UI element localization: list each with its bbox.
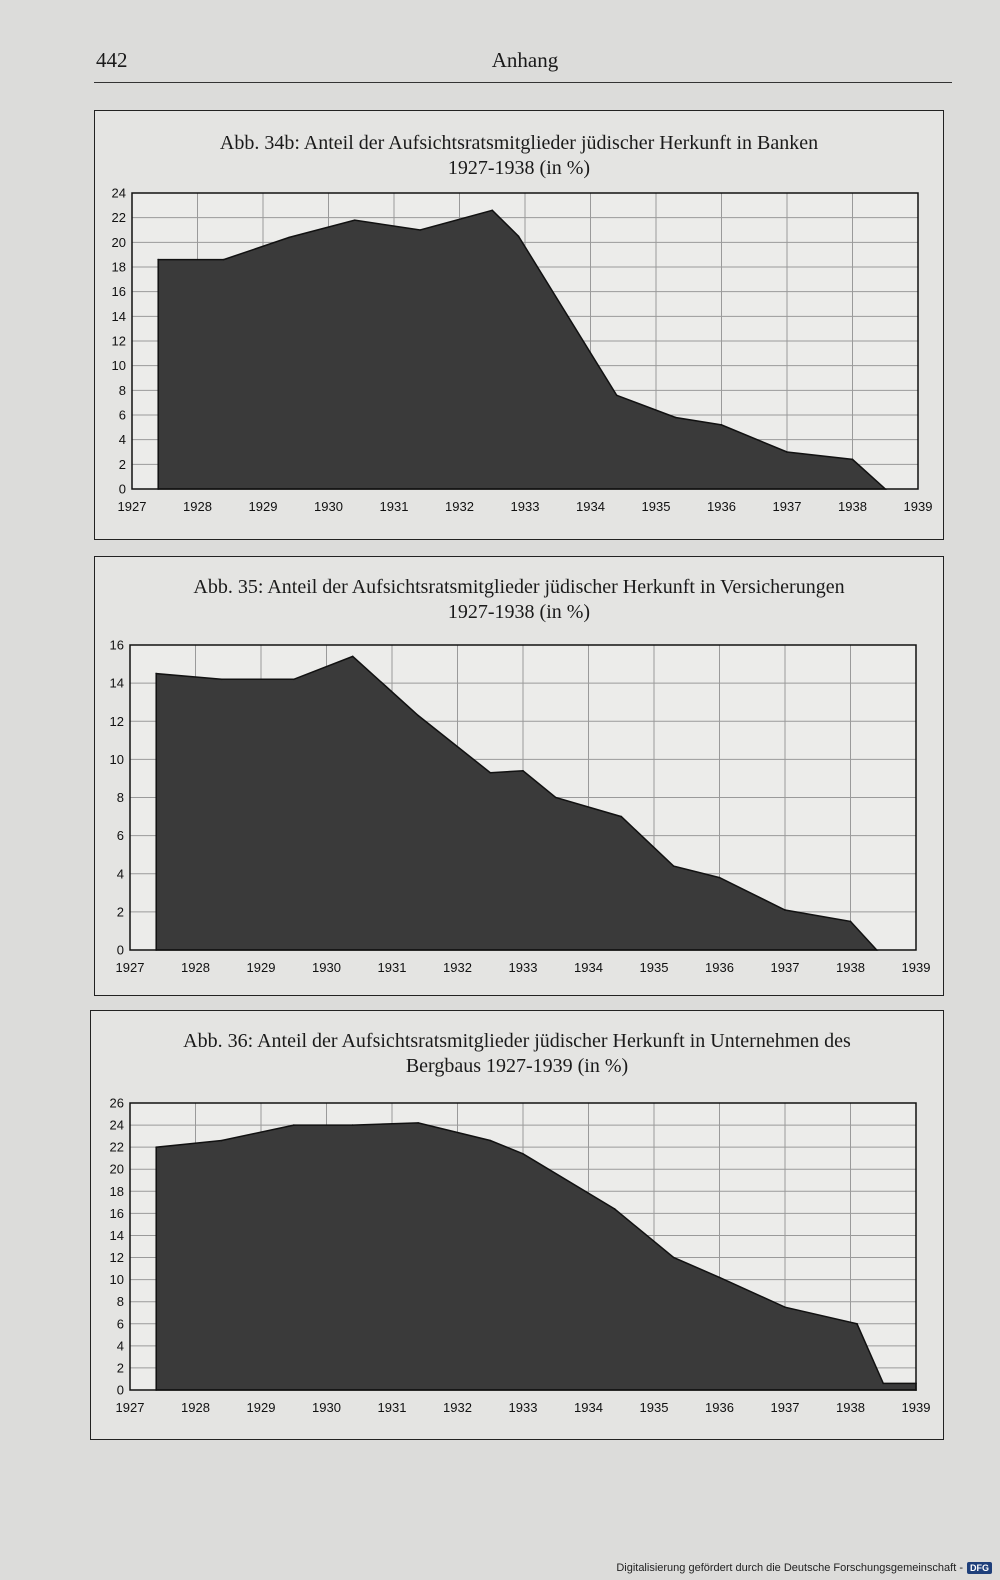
y-tick-label: 16 bbox=[109, 637, 124, 653]
x-tick-label: 1932 bbox=[443, 960, 472, 975]
header-rule bbox=[94, 82, 952, 83]
x-tick-label: 1927 bbox=[115, 1400, 145, 1415]
x-tick-label: 1937 bbox=[772, 499, 802, 514]
chart-title: Abb. 36: Anteil der Aufsichtsratsmitglieder jüdischer Herkunft in Unternehmen des bbox=[183, 1030, 851, 1052]
data-point bbox=[354, 219, 356, 221]
x-tick-label: 1928 bbox=[181, 960, 210, 975]
y-tick-label: 4 bbox=[118, 432, 126, 448]
data-point bbox=[721, 424, 723, 426]
x-tick-label: 1927 bbox=[117, 499, 147, 514]
data-point bbox=[675, 417, 677, 419]
y-tick-label: 20 bbox=[111, 234, 126, 250]
x-tick-label: 1930 bbox=[312, 960, 341, 975]
x-tick-label: 1930 bbox=[314, 499, 343, 514]
x-tick-label: 1934 bbox=[576, 499, 605, 514]
page-number: 442 bbox=[96, 48, 128, 72]
figure-banks bbox=[94, 110, 944, 540]
x-tick-label: 1933 bbox=[508, 960, 538, 975]
x-tick-label: 1931 bbox=[379, 499, 409, 514]
data-point bbox=[852, 459, 854, 461]
data-point bbox=[155, 1146, 157, 1148]
data-point bbox=[518, 235, 520, 237]
chart-subtitle: 1927-1938 (in %) bbox=[447, 157, 591, 179]
y-tick-label: 4 bbox=[116, 1338, 124, 1354]
data-point bbox=[850, 921, 852, 923]
x-tick-label: 1929 bbox=[248, 499, 278, 514]
data-point bbox=[719, 877, 721, 879]
data-point bbox=[856, 1323, 858, 1325]
data-point bbox=[352, 656, 354, 658]
y-tick-label: 16 bbox=[109, 1205, 124, 1221]
data-point bbox=[786, 451, 788, 453]
mining-area-chart bbox=[91, 1011, 945, 1441]
y-tick-label: 2 bbox=[118, 456, 126, 472]
y-tick-label: 12 bbox=[109, 1250, 124, 1266]
data-point bbox=[719, 1277, 721, 1279]
y-tick-label: 14 bbox=[109, 675, 124, 691]
x-tick-label: 1937 bbox=[770, 1400, 800, 1415]
y-tick-label: 18 bbox=[109, 1183, 124, 1199]
y-tick-label: 8 bbox=[116, 790, 124, 805]
y-tick-label: 8 bbox=[116, 1294, 124, 1310]
x-tick-label: 1933 bbox=[508, 1400, 538, 1415]
data-point bbox=[221, 1140, 223, 1142]
x-tick-label: 1938 bbox=[838, 499, 867, 514]
y-tick-label: 6 bbox=[116, 828, 124, 844]
banks-area-chart bbox=[95, 111, 945, 541]
x-tick-label: 1932 bbox=[445, 499, 474, 514]
y-tick-label: 10 bbox=[109, 751, 124, 767]
y-tick-label: 0 bbox=[118, 481, 126, 497]
y-tick-label: 22 bbox=[109, 1139, 124, 1155]
data-point bbox=[155, 673, 157, 675]
x-tick-label: 1939 bbox=[903, 499, 933, 514]
y-tick-label: 2 bbox=[116, 1360, 124, 1376]
x-tick-label: 1935 bbox=[641, 499, 671, 514]
figure-mining bbox=[90, 1010, 944, 1440]
y-tick-label: 4 bbox=[116, 866, 124, 882]
y-tick-label: 24 bbox=[111, 185, 126, 201]
x-tick-label: 1928 bbox=[183, 499, 212, 514]
data-point bbox=[489, 772, 491, 774]
data-point bbox=[419, 229, 421, 231]
chart-title: Abb. 34b: Anteil der Aufsichtsratsmitglieder jüdischer Herkunft in Banken bbox=[219, 132, 819, 154]
footer-text: Digitalisierung gefördert durch die Deutsche Forschungsgemeinschaft - bbox=[616, 1562, 963, 1574]
x-tick-label: 1929 bbox=[246, 1400, 276, 1415]
y-tick-label: 14 bbox=[109, 1227, 124, 1243]
x-tick-label: 1939 bbox=[901, 1400, 931, 1415]
x-tick-label: 1932 bbox=[443, 1400, 472, 1415]
dfg-logo: DFG bbox=[967, 1562, 992, 1574]
data-point bbox=[352, 1124, 354, 1126]
x-tick-label: 1929 bbox=[246, 960, 276, 975]
x-tick-label: 1938 bbox=[836, 960, 865, 975]
data-point bbox=[522, 770, 524, 772]
y-tick-label: 6 bbox=[116, 1316, 124, 1332]
data-point bbox=[417, 715, 419, 717]
x-tick-label: 1937 bbox=[770, 960, 800, 975]
x-tick-label: 1934 bbox=[574, 960, 603, 975]
x-tick-label: 1938 bbox=[836, 1400, 865, 1415]
data-point bbox=[522, 1153, 524, 1155]
chart-subtitle: Bergbaus 1927-1939 (in %) bbox=[405, 1055, 629, 1077]
data-point bbox=[620, 816, 622, 818]
data-point bbox=[417, 1122, 419, 1124]
x-tick-label: 1933 bbox=[510, 499, 540, 514]
y-tick-label: 18 bbox=[111, 259, 126, 275]
x-tick-label: 1928 bbox=[181, 1400, 210, 1415]
data-point bbox=[784, 1306, 786, 1308]
y-tick-label: 16 bbox=[111, 284, 126, 300]
x-tick-label: 1936 bbox=[705, 960, 734, 975]
x-tick-label: 1936 bbox=[705, 1400, 734, 1415]
footer bbox=[616, 1562, 992, 1574]
data-point bbox=[489, 1140, 491, 1142]
y-tick-label: 24 bbox=[109, 1117, 124, 1133]
y-tick-label: 2 bbox=[116, 904, 124, 920]
data-point bbox=[614, 1208, 616, 1210]
x-tick-label: 1930 bbox=[312, 1400, 341, 1415]
data-point bbox=[293, 679, 295, 681]
x-tick-label: 1936 bbox=[707, 499, 736, 514]
y-tick-label: 10 bbox=[109, 1272, 124, 1288]
x-tick-label: 1935 bbox=[639, 960, 669, 975]
y-tick-label: 12 bbox=[109, 713, 124, 729]
x-tick-label: 1935 bbox=[639, 1400, 669, 1415]
y-tick-label: 8 bbox=[118, 382, 126, 398]
data-point bbox=[157, 259, 159, 261]
x-tick-label: 1931 bbox=[377, 960, 407, 975]
x-tick-label: 1939 bbox=[901, 960, 931, 975]
data-point bbox=[673, 865, 675, 867]
running-head: Anhang bbox=[491, 48, 559, 72]
y-tick-label: 0 bbox=[116, 942, 124, 958]
y-tick-label: 14 bbox=[111, 308, 126, 324]
y-tick-label: 0 bbox=[116, 1382, 124, 1398]
chart-subtitle: 1927-1938 (in %) bbox=[447, 601, 591, 623]
y-tick-label: 22 bbox=[111, 210, 126, 226]
x-tick-label: 1927 bbox=[115, 960, 145, 975]
data-point bbox=[293, 1124, 295, 1126]
data-point bbox=[616, 394, 618, 396]
y-tick-label: 20 bbox=[109, 1161, 124, 1177]
chart-title: Abb. 35: Anteil der Aufsichtsratsmitglieder jüdischer Herkunft in Versicherungen bbox=[193, 576, 845, 598]
insurance-area-chart bbox=[95, 557, 945, 997]
data-point bbox=[288, 237, 290, 239]
data-point bbox=[784, 909, 786, 911]
data-point bbox=[673, 1257, 675, 1259]
y-tick-label: 10 bbox=[111, 358, 126, 374]
data-point bbox=[555, 797, 557, 799]
x-tick-label: 1931 bbox=[377, 1400, 407, 1415]
data-point bbox=[882, 1383, 884, 1385]
y-tick-label: 26 bbox=[109, 1095, 124, 1111]
y-tick-label: 12 bbox=[111, 333, 126, 349]
data-point bbox=[223, 259, 225, 261]
x-tick-label: 1934 bbox=[574, 1400, 603, 1415]
figure-insurance bbox=[94, 556, 944, 996]
data-point bbox=[221, 679, 223, 681]
data-point bbox=[491, 209, 493, 211]
y-tick-label: 6 bbox=[118, 407, 126, 423]
